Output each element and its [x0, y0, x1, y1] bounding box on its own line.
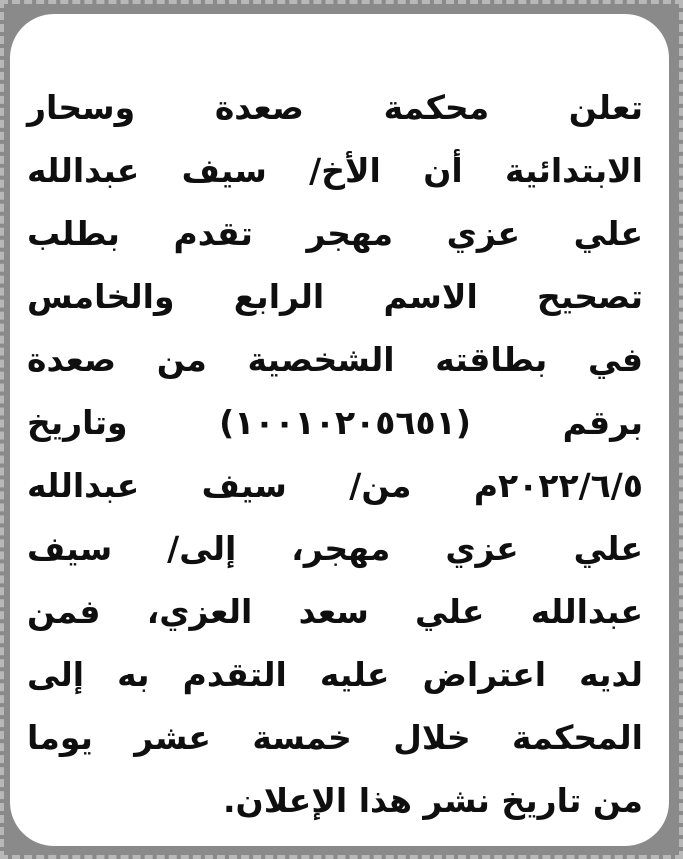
notice-line-5: في بطاقته الشخصية من صعدة: [27, 340, 643, 379]
notice-card: [10, 14, 669, 846]
notice-line-4: تصحيح الاسم الرابع والخامس: [27, 277, 643, 316]
notice-line-2: الابتدائية أن الأخ/ سيف عبدالله: [27, 151, 643, 190]
notice-line-10: لديه اعتراض عليه التقدم به إلى: [27, 655, 643, 694]
notice-line-3: علي عزي مهجر تقدم بطلب: [27, 214, 643, 253]
notice-text: [27, 76, 643, 832]
notice-line-9: عبدالله علي سعد العزي، فمن: [27, 592, 643, 631]
notice-line-7: ٢٠٢٢/٦/٥م من/ سيف عبدالله: [27, 466, 643, 505]
notice-line-11: المحكمة خلال خمسة عشر يوما: [27, 718, 643, 757]
notice-line-6: برقم (١٠٠١٠٢٠٥٦٥١) وتاريخ: [27, 403, 643, 442]
notice-line-8: علي عزي مهجر، إلى/ سيف: [27, 529, 643, 568]
notice-line-12: من تاريخ نشر هذا الإعلان.: [223, 781, 643, 820]
notice-line-1: تعلن محكمة صعدة وسحار: [27, 88, 643, 127]
